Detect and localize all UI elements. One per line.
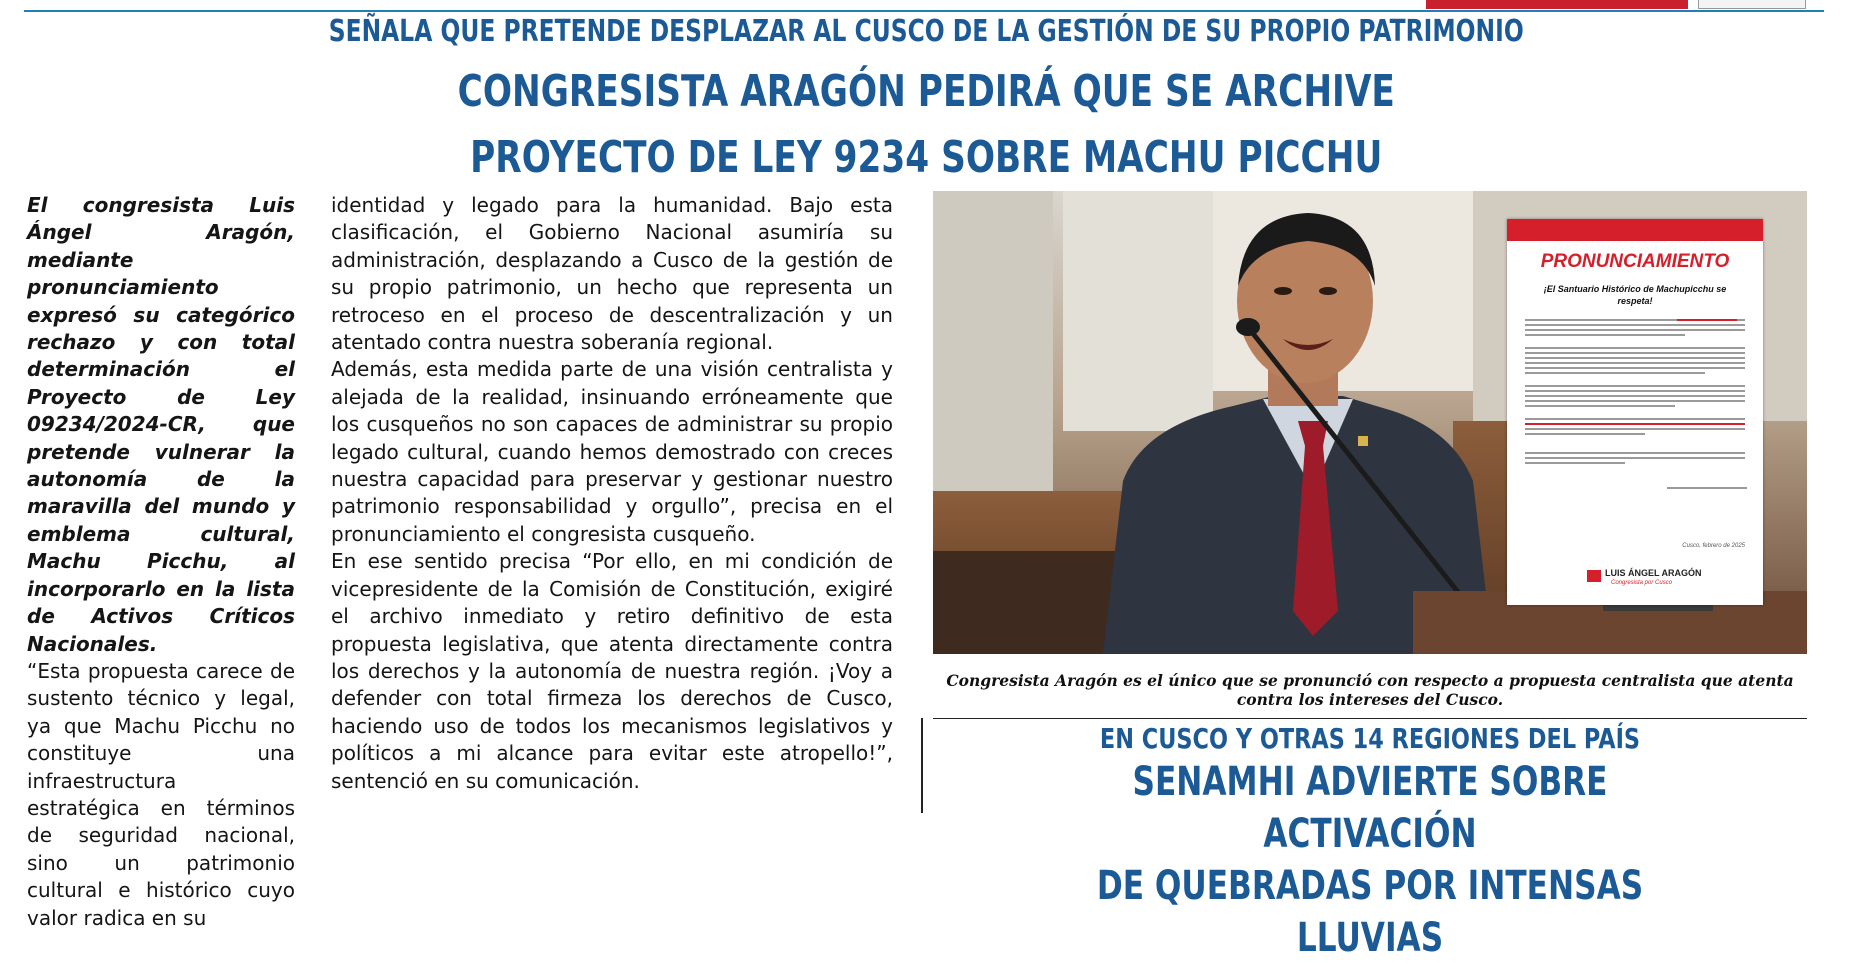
masthead-grey-box [1698, 0, 1806, 9]
masthead-red-block [1426, 0, 1688, 9]
document-subtitle-line-1: ¡El Santuario Histórico de Machupicchu se [1543, 284, 1727, 294]
headline-line-1: CONGRESISTA ARAGÓN PEDIRÁ QUE SE ARCHIVE [457, 66, 1395, 117]
document-signature-tagline: Congresista por Cusco [1611, 580, 1673, 586]
document-red-bar [1507, 219, 1763, 241]
document-title: PRONUNCIAMIENTO [1540, 251, 1730, 272]
section-divider [933, 718, 1807, 719]
next-headline-line-1: SENAMHI ADVIERTE SOBRE ACTIVACIÓN [1132, 759, 1608, 857]
next-article-kicker: EN CUSCO Y OTRAS 14 REGIONES DEL PAÍS [1099, 722, 1641, 755]
document-signature-logo-icon [1587, 570, 1601, 582]
article-column-2 [331, 192, 893, 795]
column-divider [921, 718, 923, 813]
article-paragraph-3: En ese sentido precisa “Por ello, en mi condición de vicepresidente de la Comisión de Constitución, exigiré el archivo inmediato y retiro definitivo de esta propuesta legislativa, que atenta directamente contra los derechos y la autonomía de nuestra región. ¡Voy a defender con total firmeza los derechos de Cusco, haciendo uso de todos los mecanismos legislativos y políticos a mi alcance para evitar este atropello!”, sentenció en su comunicación. [331, 549, 893, 793]
photo-caption: Congresista Aragón es el único que se pronunció con respecto a propuesta centralista que atenta contra los intereses del Cusco. [946, 671, 1794, 709]
document-subtitle [1507, 283, 1763, 307]
next-article-headline [1029, 756, 1711, 964]
top-rule [24, 10, 1824, 12]
article-col1-body: “Esta propuesta carece de sustento técnico y legal, ya que Machu Picchu no constituye una infraestructura estratégica en términos de seguridad nacional, sino un patrimonio cultural e histórico cuyo valor radica en su [27, 658, 295, 930]
headline-line-2: PROYECTO DE LEY 9234 SOBRE MACHU PICCHU [470, 132, 1383, 183]
pronouncement-document [1507, 219, 1763, 605]
document-body-lines [1507, 317, 1763, 537]
article-paragraph-2: Además, esta medida parte de una visión centralista y alejada de la realidad, insinuando erróneamente que los cusqueños no son capaces de administrar su propio legado cultural, cuando hemos demostrado con creces nuestra capacidad para preservar y gestionar nuestro patrimonio responsabilidad y orgullo”, precisa en el pronunciamiento el congresista cusqueño. [331, 357, 893, 546]
article-column-1 [27, 192, 295, 932]
document-signature-name: LUIS ÁNGEL ARAGÓN [1605, 568, 1702, 578]
next-headline-line-2: DE QUEBRADAS POR INTENSAS LLUVIAS [1096, 863, 1644, 961]
article-photo [933, 191, 1807, 654]
article-paragraph-1: identidad y legado para la humanidad. Bajo esta clasificación, el Gobierno Nacional asumiría su administración, desplazando a Cusco de la gestión de su propio patrimonio, un hecho que representa un retroceso en el proceso de descentralización y un atentado contra nuestra soberanía regional. [331, 193, 893, 355]
article-kicker: SEÑALA QUE PRETENDE DESPLAZAR AL CUSCO DE LA GESTIÓN DE SU PROPIO PATRIMONIO [328, 14, 1524, 49]
article-lede: El congresista Luis Ángel Aragón, mediante pronunciamiento expresó su categórico rechazo y con total determinación el Proyecto de Ley 09234/2024-CR, que pretende vulnerar la autonomía de la maravilla del mundo y emblema cultural, Machu Picchu, al incorporarlo en la lista de Activos Críticos Nacionales. [27, 193, 295, 656]
document-subtitle-line-2: respeta! [1617, 296, 1653, 306]
document-date: Cusco, febrero de 2025 [1682, 543, 1745, 549]
